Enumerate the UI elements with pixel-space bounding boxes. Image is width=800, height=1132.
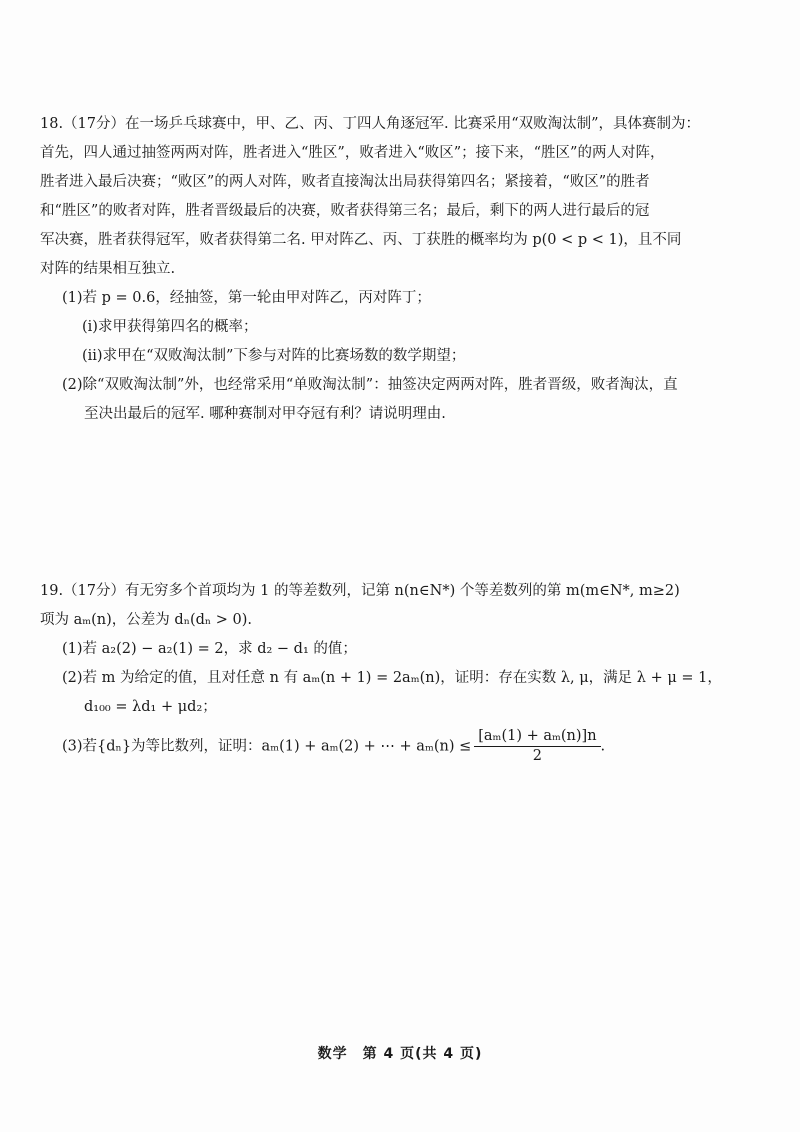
problem-18-question-1-ii: (ii)求甲在“双败淘汰制”下参与对阵的比赛场数的数学期望； (82, 348, 466, 364)
problem-18-line-2: 首先，四人通过抽签两两对阵，胜者进入“胜区”，败者进入“败区”；接下来，“胜区”的两人对阵， (40, 145, 665, 161)
problem-19-question-1: (1)若 a₂(2) − a₂(1) = 2，求 d₂ − d₁ 的值； (62, 641, 357, 657)
problem-18-question-2-cont: 至决出最后的冠军. 哪种赛制对甲夺冠有利？请说明理由. (84, 406, 446, 422)
problem-19-question-3-text: (3)若{dₙ}为等比数列，证明：aₘ(1) + aₘ(2) + ⋯ + aₘ(n) ≤ (62, 738, 472, 755)
problem-18-line-5: 军决赛，胜者获得冠军，败者获得第二名. 甲对阵乙、丙、丁获胜的概率均为 p(0 < p < 1)，且不同 (40, 232, 682, 248)
problem-18-line-4: 和“胜区”的败者对阵，胜者晋级最后的决赛，败者获得第三名；最后，剩下的两人进行最后的冠 (40, 203, 650, 219)
problem-19-question-2-cont: d₁₀₀ = λd₁ + μd₂； (84, 699, 217, 715)
problem-18-line-3: 胜者进入最后决赛；“败区”的两人对阵，败者直接淘汰出局获得第四名；紧接着，“败区”的胜者 (40, 174, 650, 190)
problem-19 (40, 577, 730, 765)
problem-19-question-2: (2)若 m 为给定的值，且对任意 n 有 aₘ(n + 1) = 2aₘ(n)，证明：存在实数 λ, μ，满足 λ + μ = 1， (62, 670, 722, 686)
problem-18-line-6: 对阵的结果相互独立. (40, 261, 176, 277)
problem-18-question-1-i: (i)求甲获得第四名的概率； (82, 319, 258, 335)
problem-19-line-1: 19.（17分）有无穷多个首项均为 1 的等差数列，记第 n(n∈N*) 个等差数列的第 m(m∈N*, m≥2) (40, 583, 680, 599)
problem-18-question-1: (1)若 p = 0.6，经抽签，第一轮由甲对阵乙，丙对阵丁； (62, 290, 431, 306)
page-footer: 数学 第 4 页(共 4 页) (317, 1046, 483, 1062)
problem-19-question-3-end: . (600, 738, 606, 755)
problem-18-line-1: 18.（17分）在一场乒乓球赛中，甲、乙、丙、丁四人角逐冠军. 比赛采用“双败淘汰制”，具体赛制为： (40, 116, 701, 132)
problem-18-question-2: (2)除“双败淘汰制”外，也经常采用“单败淘汰制”：抽签决定两两对阵，胜者晋级，败者淘汰，直 (62, 377, 678, 393)
problem-18 (40, 110, 730, 429)
fraction-denominator: 2 (532, 748, 543, 764)
problem-19-line-2: 项为 aₘ(n)，公差为 dₙ(dₙ > 0). (40, 612, 253, 628)
problem-19-question-3 (40, 728, 730, 765)
problem-19-fraction (474, 728, 600, 765)
fraction-numerator: [aₘ(1) + aₘ(n)]n (474, 728, 600, 747)
